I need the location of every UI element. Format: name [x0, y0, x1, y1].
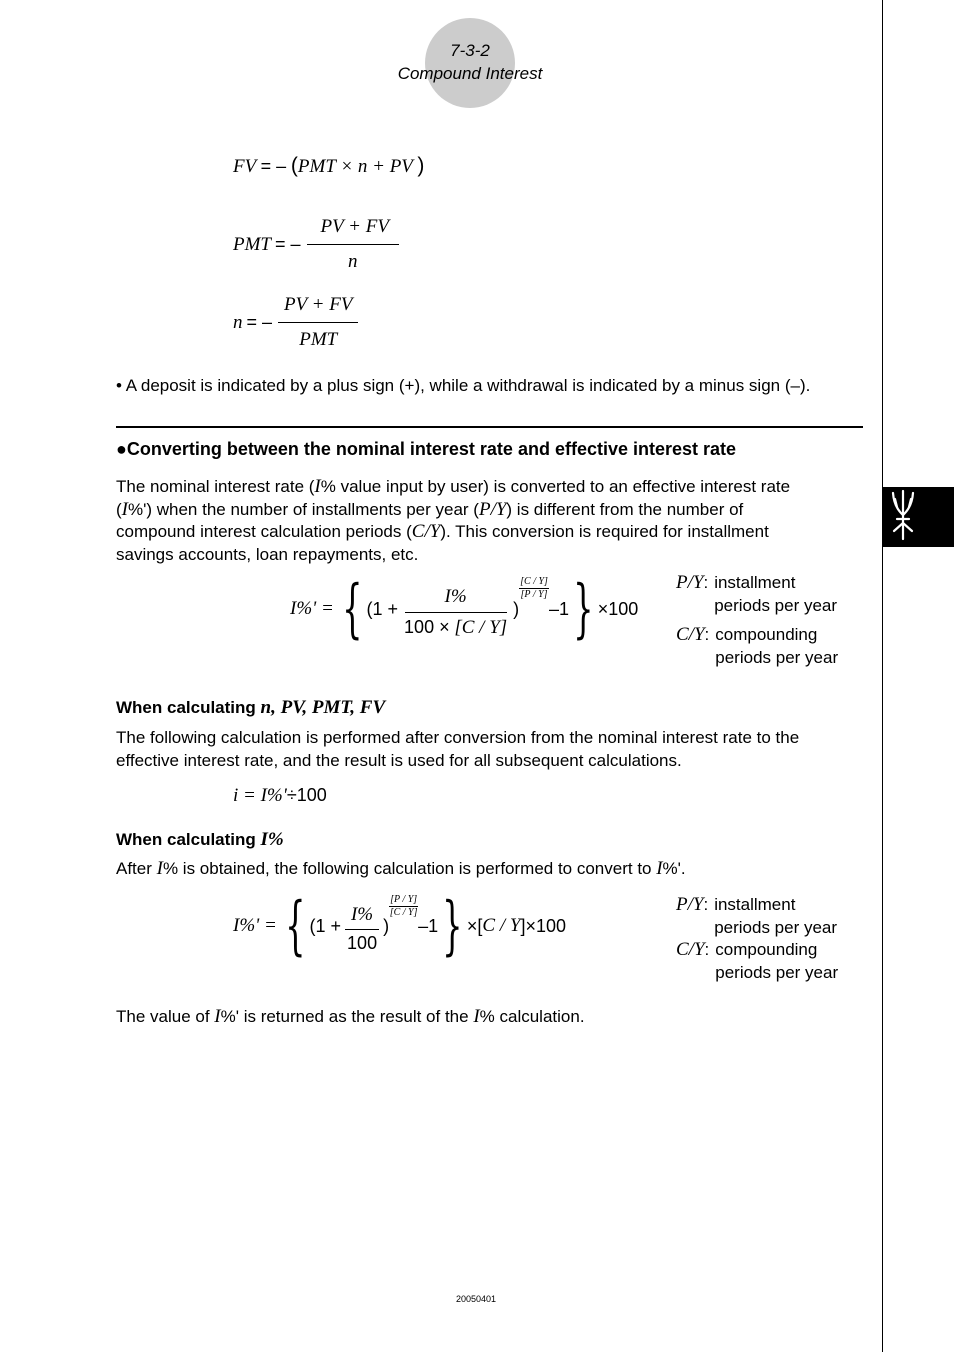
f2-minus-one: –1	[418, 915, 439, 936]
intro-line-3	[116, 521, 866, 544]
legend-2-cy	[676, 939, 876, 984]
formula-effective-rate	[290, 574, 638, 644]
heading-prefix: When calculating	[116, 830, 261, 849]
section-rule	[116, 426, 863, 428]
f2-exponent	[389, 894, 418, 919]
i-rhs: ÷100	[286, 785, 327, 805]
fv-close: )	[417, 154, 425, 177]
formula-pmt	[233, 216, 399, 273]
f1-minus-one: –1	[548, 598, 569, 619]
legend-desc: installment	[714, 895, 796, 914]
pmt-lhs: PMT	[233, 233, 271, 255]
f2-fraction	[341, 904, 383, 954]
f2-lhs: I%' =	[233, 915, 277, 936]
f2-open: (1 +	[309, 915, 342, 936]
paragraph-line: The following calculation is performed after conversion from the nominal interest rate to the	[116, 728, 800, 747]
paragraph-line: effective interest rate, and the result is used for all subsequent calculations.	[116, 750, 682, 770]
f2-cy: C / Y	[482, 915, 521, 936]
heading-vars: n, PV, PMT, FV	[260, 697, 386, 718]
n-lhs: n	[233, 311, 243, 333]
after-conversion-paragraph	[116, 727, 866, 772]
f2-times-b: ]×100	[520, 915, 566, 936]
f1-open: (1 +	[366, 598, 399, 619]
text: The value of	[116, 1007, 215, 1026]
var-i: I	[314, 476, 321, 497]
financial-mode-icon	[882, 487, 954, 547]
f1-numerator: I%	[405, 586, 507, 613]
legend-2-py	[676, 894, 876, 939]
text: ) is different from the number of	[506, 499, 744, 519]
legend-1	[676, 572, 876, 669]
legend-desc: compounding	[715, 940, 818, 959]
heading-prefix: When calculating	[116, 698, 261, 717]
f1-exp-den: [P / Y]	[520, 589, 548, 600]
text: % calculation.	[479, 1007, 585, 1026]
intro-line-1	[116, 476, 866, 499]
text: %' is returned as the result of the	[220, 1007, 474, 1026]
when-calculating-heading-1	[116, 697, 385, 719]
pmt-eq: = –	[275, 234, 301, 254]
n-eq: = –	[246, 312, 273, 332]
f2-right-brace: }	[442, 889, 463, 963]
n-fraction	[278, 294, 358, 351]
when-calculating-heading-2	[116, 829, 284, 851]
legend-desc: compounding	[715, 625, 818, 644]
text: % value input by user) is converted to an effective interest rate	[320, 477, 791, 496]
n-numerator: PV + FV	[278, 294, 358, 323]
f2-numerator: I%	[345, 904, 379, 930]
legend-2	[676, 894, 876, 984]
f1-lhs: I%' =	[290, 598, 334, 619]
legend-sep: :	[704, 625, 710, 644]
text: %') when the number of installments per year (	[128, 499, 479, 519]
legend-sep: :	[704, 940, 710, 959]
heading-vars: I%	[260, 829, 284, 850]
fv-open: (	[290, 154, 298, 177]
formula-convert-back	[233, 889, 566, 963]
footer-code: 20050401	[455, 1294, 497, 1304]
legend-key: C/Y	[676, 939, 705, 960]
intro-paragraph	[116, 476, 866, 566]
legend-desc: periods per year	[715, 962, 839, 982]
legend-desc: periods per year	[714, 917, 838, 937]
right-margin-line	[882, 0, 883, 1352]
f1-fraction	[398, 586, 513, 639]
f1-den-a: 100 ×	[404, 616, 450, 637]
section-heading: ●Converting between the nominal interest rate and effective interest rate	[116, 439, 737, 459]
text: ). This conversion is required for installment	[440, 522, 769, 541]
n-denominator: PMT	[299, 329, 338, 350]
fv-expr: PMT × n + PV	[297, 156, 413, 177]
i-lhs: i = I%'	[233, 785, 287, 806]
formula-i	[233, 785, 327, 807]
final-note	[116, 1006, 585, 1029]
legend-sep: :	[703, 895, 709, 914]
text: compound interest calculation periods (	[116, 522, 412, 541]
var-i: I	[121, 498, 128, 520]
fv-lhs: FV	[233, 156, 256, 177]
text: After	[116, 859, 157, 878]
pmt-fraction	[307, 216, 399, 273]
f2-exp-den: [C / Y]	[389, 907, 418, 918]
var-i: I	[473, 1006, 480, 1027]
f1-times: ×100	[597, 598, 639, 619]
deposit-note: • A deposit is indicated by a plus sign (+), while a withdrawal is indicated by a minus sign (–).	[116, 376, 811, 395]
text: % is obtained, the following calculation is performed to convert to	[162, 859, 657, 878]
var-cy: C/Y	[411, 521, 441, 542]
pmt-denominator: n	[347, 251, 358, 272]
text: (	[116, 499, 122, 519]
section-number: 7-3-2	[450, 41, 490, 60]
f1-exp-num: [C / Y]	[520, 576, 548, 587]
f2-close: )	[383, 915, 390, 936]
after-obtained-paragraph	[116, 858, 686, 881]
chapter-tab	[882, 487, 954, 547]
legend-1-py	[676, 572, 876, 617]
f1-denominator	[398, 613, 513, 639]
f1-den-b: [C / Y]	[454, 616, 508, 638]
pmt-numerator: PV + FV	[307, 216, 399, 245]
legend-key: P/Y	[676, 572, 704, 593]
formula-fv	[233, 154, 424, 178]
legend-desc: periods per year	[714, 595, 838, 615]
legend-key: C/Y	[676, 624, 705, 645]
f1-exponent	[519, 576, 549, 601]
formula-n	[233, 294, 358, 351]
var-i: I	[214, 1006, 221, 1027]
section-title: Compound Interest	[397, 64, 543, 83]
f2-times-a: ×[	[466, 915, 483, 936]
var-i: I	[656, 858, 663, 879]
legend-desc: installment	[714, 573, 796, 592]
intro-line-2	[116, 499, 866, 522]
f2-exp-num: [P / Y]	[390, 894, 418, 905]
f1-right-brace: }	[573, 572, 594, 646]
var-i: I	[156, 858, 163, 879]
var-py: P/Y	[478, 498, 507, 520]
legend-desc: periods per year	[715, 647, 839, 667]
f2-denominator: 100	[347, 933, 378, 953]
legend-key: P/Y	[676, 894, 704, 915]
f2-left-brace: {	[284, 889, 306, 963]
header-circle	[425, 18, 515, 108]
legend-sep: :	[703, 573, 709, 592]
fv-eq: = –	[260, 156, 287, 176]
f1-close: )	[513, 598, 520, 619]
intro-line-4: savings accounts, loan repayments, etc.	[116, 544, 419, 564]
text: %'.	[662, 859, 686, 878]
legend-1-cy	[676, 624, 876, 669]
f1-left-brace: {	[341, 572, 363, 646]
text: The nominal interest rate (	[116, 477, 315, 496]
